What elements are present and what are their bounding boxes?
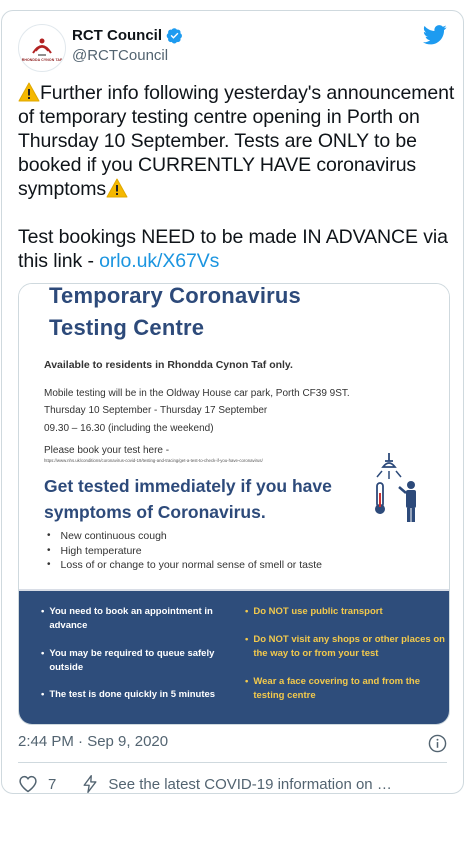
- info-icon[interactable]: [428, 734, 447, 753]
- poster-note: • Do NOT visit any shops or other places on the way to or from your test: [245, 634, 445, 659]
- covid-info-link[interactable]: See the latest COVID-19 information on …: [108, 775, 392, 793]
- symptom-item: • High temperature: [47, 544, 142, 557]
- avatar-label: RHONDDA CYNON TAF: [21, 57, 63, 62]
- tweet-link[interactable]: orlo.uk/X67Vs: [99, 250, 220, 272]
- warning-icon: [18, 82, 40, 102]
- poster-bottom-band: [19, 589, 449, 725]
- twitter-bird-icon[interactable]: [423, 25, 447, 45]
- poster-note: • Wear a face covering to and from the testing centre: [245, 676, 420, 701]
- poster-dates: Thursday 10 September - Thursday 17 September: [44, 405, 268, 416]
- like-count[interactable]: 7: [48, 775, 57, 793]
- symptom-list: [47, 529, 322, 573]
- bolt-icon: [80, 774, 100, 794]
- user-name-text: RCT Council: [72, 27, 162, 44]
- verified-badge-icon: [166, 27, 183, 44]
- heart-icon[interactable]: [18, 774, 38, 794]
- warning-icon: [106, 178, 128, 198]
- symptom-item: • New continuous cough: [47, 530, 167, 542]
- tweet-timestamp[interactable]: 2:44 PM · Sep 9, 2020: [18, 733, 169, 750]
- tweet-actions: [18, 773, 448, 795]
- poster-notes-left: [41, 605, 241, 716]
- poster-note: • You may be required to queue safely outside: [41, 648, 215, 673]
- symptom-item: • Loss of or change to your normal sense of smell or taste: [47, 559, 322, 571]
- poster-availability: Available to residents in Rhondda Cynon Taf only.: [44, 359, 293, 371]
- tweet-image[interactable]: [18, 283, 450, 725]
- poster-headline-line-2: symptoms of Coronavirus.: [44, 502, 266, 522]
- divider: [18, 762, 447, 763]
- poster-title-line-1: Temporary Coronavirus: [49, 283, 301, 308]
- poster-notes-right: [245, 605, 445, 717]
- user-name[interactable]: [72, 27, 183, 44]
- poster-note: • The test is done quickly in 5 minutes: [41, 689, 216, 700]
- tweet-text: [18, 81, 458, 273]
- poster-top: [19, 284, 449, 589]
- avatar[interactable]: [18, 24, 66, 72]
- tweet-card: [1, 10, 464, 794]
- tweet-line-2: Test bookings NEED to be made IN ADVANCE via this link -: [18, 226, 448, 272]
- poster-hours: 09.30 – 16.30 (including the weekend): [44, 423, 214, 434]
- poster-location: Mobile testing will be in the Oldway House car park, Porth CF39 9ST.: [44, 388, 350, 399]
- poster-note: • You need to book an appointment in advance: [41, 606, 213, 631]
- user-handle[interactable]: @RCTCouncil: [72, 47, 169, 64]
- poster-book-label: Please book your test here -: [44, 445, 170, 456]
- poster-note: • Do NOT use public transport: [245, 606, 383, 617]
- poster-url: https://www.nhs.uk/conditions/coronavirus-covid-19/testing-and-tracing/get-a-test-to-check-if-you-have-coronavirus/: [44, 458, 263, 463]
- poster-title-line-2: Testing Centre: [49, 315, 205, 340]
- council-crest-icon: [29, 35, 55, 57]
- symptoms-illustration-icon: [369, 449, 424, 524]
- tweet-line-1: Further info following yesterday's announcement of temporary testing centre opening in Porth on Thursday 10 September. Tests are ONLY to be booked if you CURRENTLY HAVE coronavirus symptoms: [18, 82, 455, 200]
- poster-headline-line-1: Get tested immediately if you have: [44, 476, 332, 496]
